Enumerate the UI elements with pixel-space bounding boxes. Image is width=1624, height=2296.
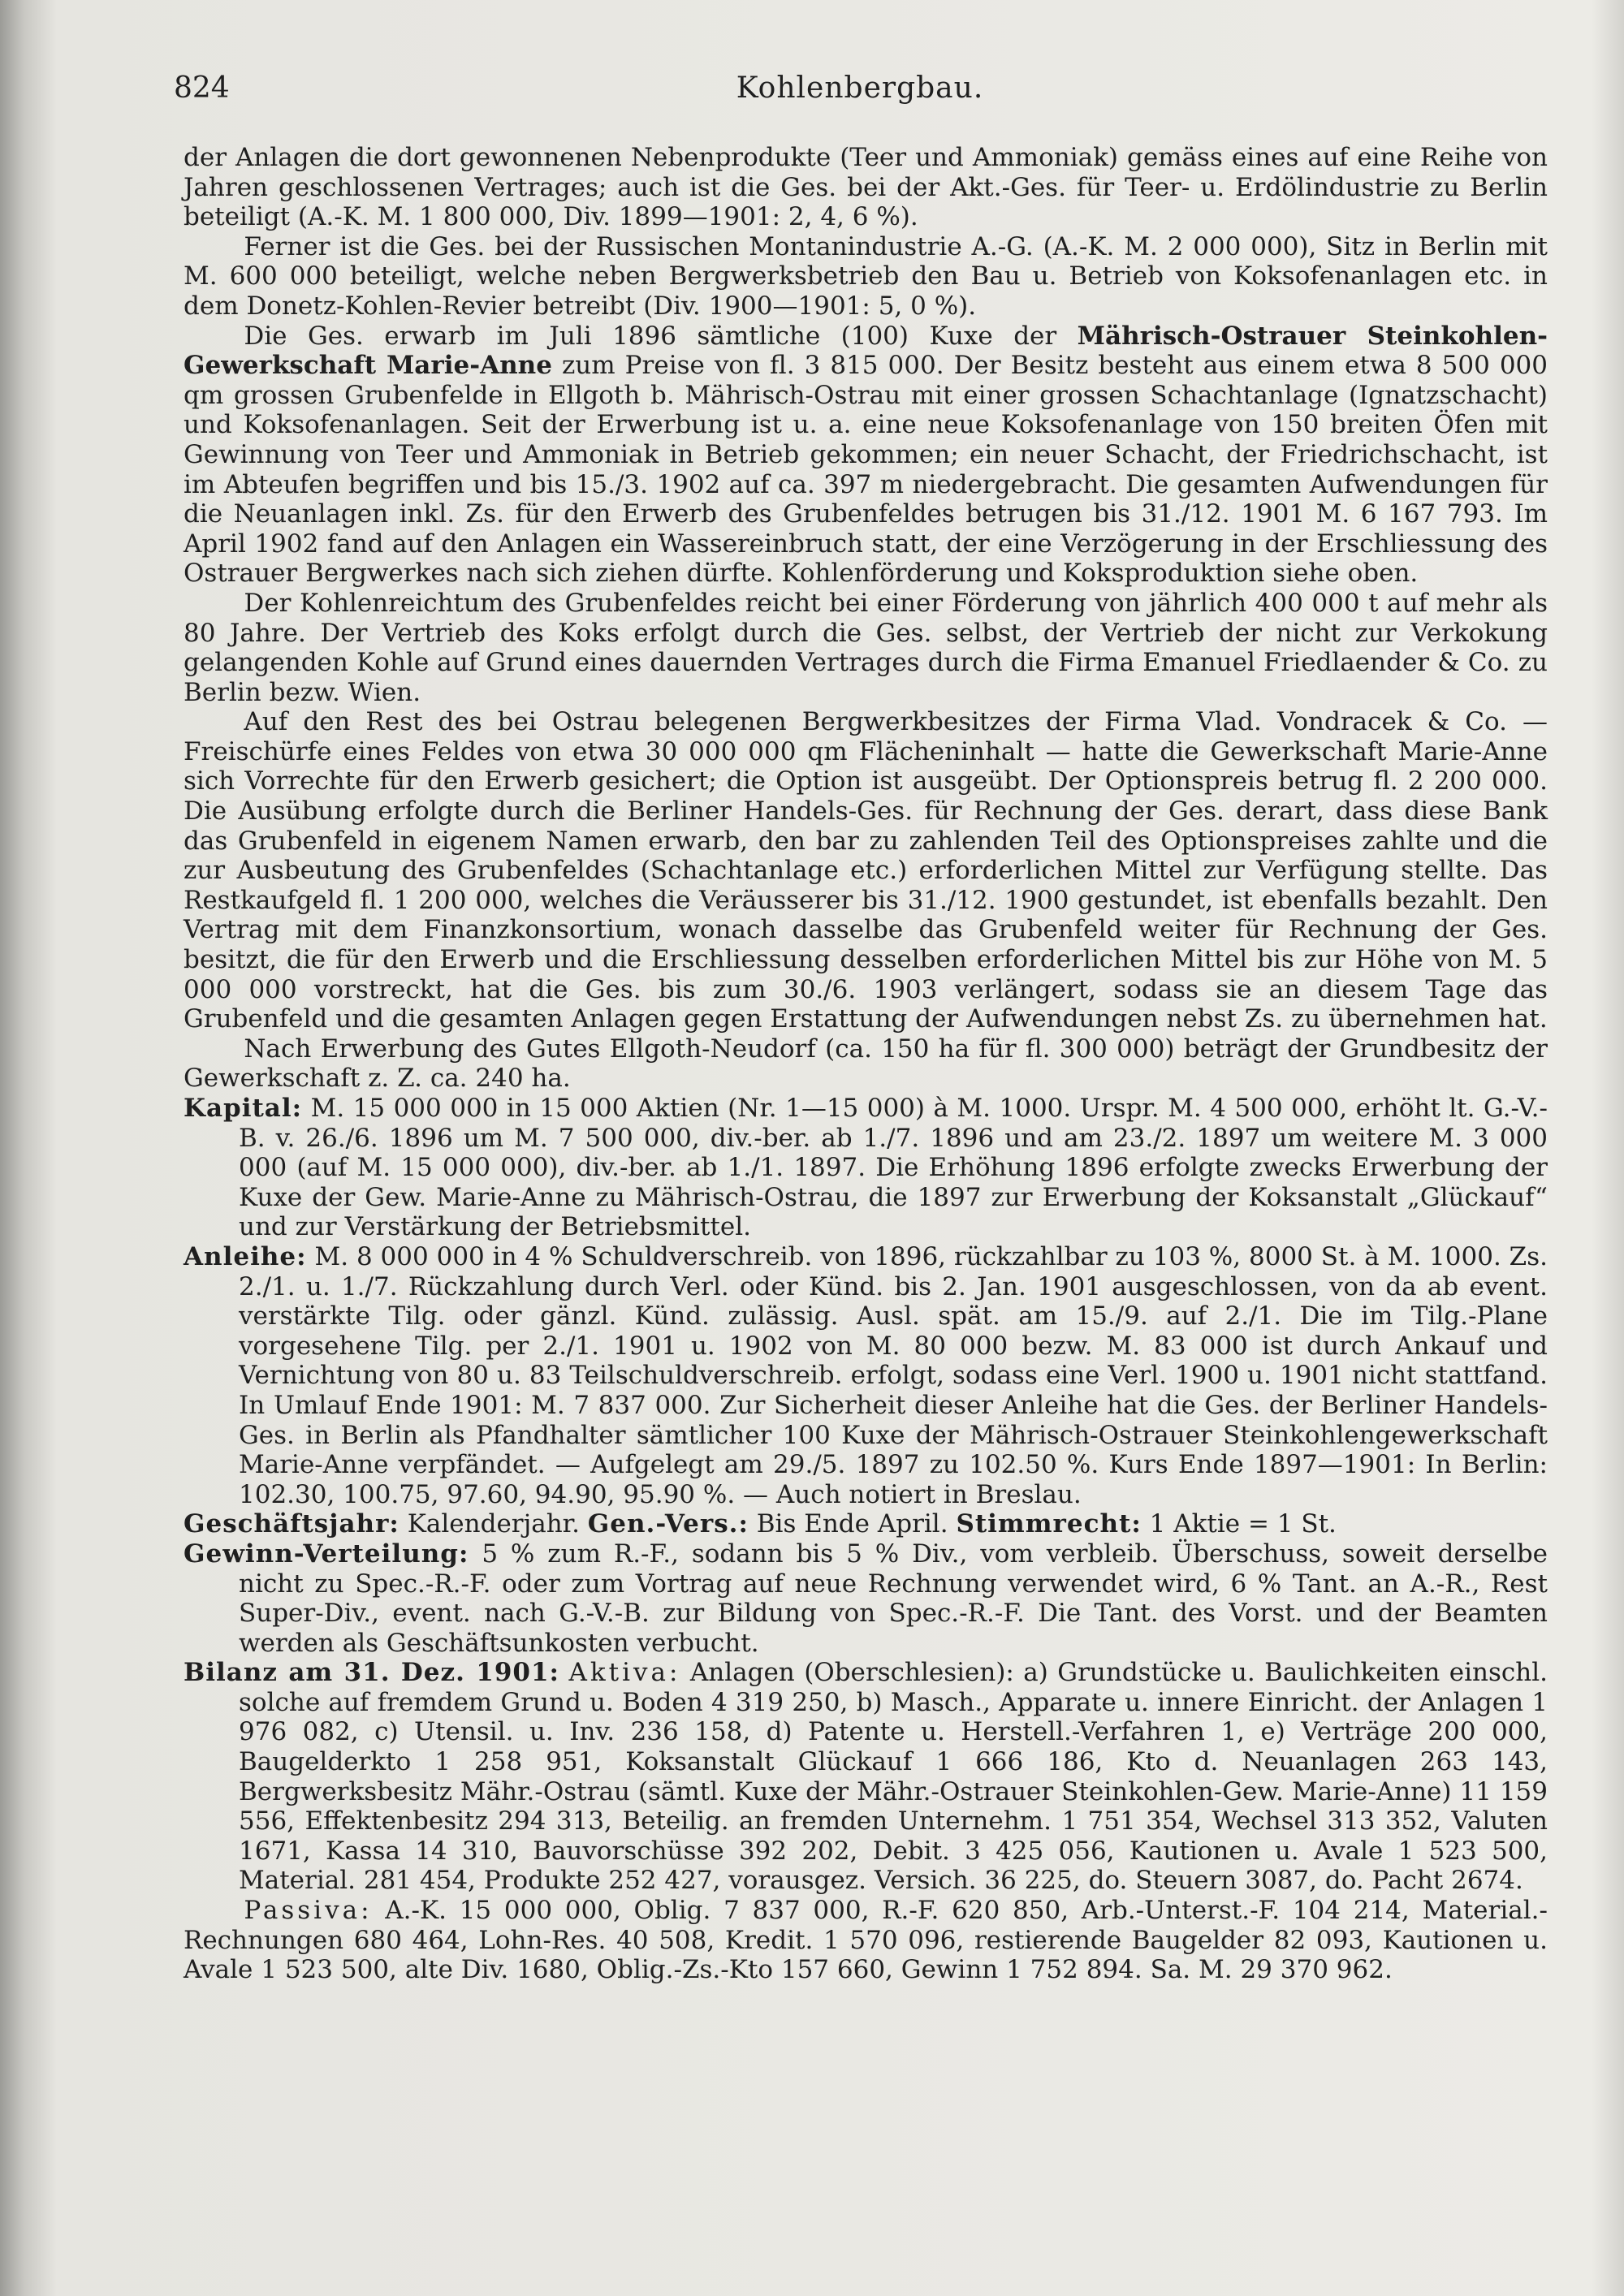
entry-label: Kapital: [184,1094,303,1123]
paragraph-text: zum Preise von fl. 3 815 000. Der Besitz besteht aus einem etwa 8 500 000 qm grossen Grubenfelde in Ellgoth b. Mährisch-Ostrau mit einer grossen Schachtanlage (Ignatzschacht) und Koksofenanlagen. Seit der Erwerbung ist u. a. eine neue Koksofenanlage von 150 breiten Öfen mit Gewinnung von Teer und Ammoniak in Betrieb gekommen; ein neuer Schacht, der Friedrichschacht, ist im Abteufen begriffen und bis 15./3. 1902 auf ca. 397 m niedergebracht. Die gesamten Aufwendungen für die Neuanlagen inkl. Zs. für den Erwerb des Grubenfeldes betrugen bis 31./12. 1901 M. 6 167 793. Im April 1902 fand auf den Anlagen ein Wassereinbruch statt, der eine Verzögerung in der Erschliessung des Ostrauer Bergwerkes nach sich ziehen dürfte. Kohlenförderung und Koksproduktion siehe oben. [184,351,1548,589]
entry-text: Anlagen (Oberschlesien): a) Grundstücke u. Baulichkeiten einschl. solche auf fremdem Grund u. Boden 4 319 250, b) Masch., Apparate u. innere Einricht. der Anlagen 1 976 082, c) Utensil. u. Inv. 236 158, d) Patente u. Herstell.-Verfahren 1, e) Verträge 200 000, Baugelderkto 1 258 951, Koksanstalt Glückauf 1 666 186, Kto d. Neuanlagen 263 143, Bergwerksbesitz Mähr.-Ostrau (sämtl. Kuxe der Mähr.-Ostrauer Steinkohlen-Gew. Marie-Anne) 11 159 556, Effektenbesitz 294 313, Beteilig. an fremden Unternehm. 1 751 354, Wechsel 313 352, Valuten 1671, Kassa 14 310, Bauvorschüsse 392 202, Debit. 3 425 056, Kautionen u. Avale 1 523 500, Material. 281 454, Produkte 252 427, vorausgez. Versich. 36 225, do. Steuern 3087, do. Pacht 2674. [239,1658,1548,1896]
paragraph: der Anlagen die dort gewonnenen Nebenprodukte (Teer und Ammoniak) gemäss eines auf eine Reihe von Jahren geschlossenen Vertrages; auch ist die Ges. bei der Akt.-Ges. für Teer- u. Erdölindustrie zu Berlin beteiligt (A.-K. M. 1 800 000, Div. 1899—1901: 2, 4, 6 %). [184,143,1548,232]
entry-label: Bilanz am 31. Dez. 1901: [184,1658,559,1688]
paragraph: Nach Erwerbung des Gutes Ellgoth-Neudorf (ca. 150 ha für fl. 300 000) beträgt der Grundbesitz der Gewerkschaft z. Z. ca. 240 ha. [184,1034,1548,1094]
page-body [184,143,1548,1985]
entry-label: Geschäftsjahr: [184,1509,400,1539]
entry-text: 5 % zum R.-F., sodann bis 5 % Div., vom verbleib. Überschuss, soweit derselbe nicht zu Spec.-R.-F. oder zum Vortrag auf neue Rechnung verwendet wird, 6 % Tant. an A.-R., Rest Super-Div., event. nach G.-V.-B. zur Bildung von Spec.-R.-F. Die Tant. des Vorst. und der Beamten werden als Geschäftsunkosten verbucht. [239,1539,1548,1658]
entry-text: Bis Ende April. [756,1509,948,1539]
page-number: 824 [174,71,230,105]
paragraph: Der Kohlenreichtum des Grubenfeldes reicht bei einer Förderung von jährlich 400 000 t auf mehr als 80 Jahre. Der Vertrieb des Koks erfolgt durch die Ges. selbst, der Vertrieb der nicht zur Verkokung gelangenden Kohle auf Grund eines dauernden Vertrages durch die Firma Emanuel Friedlaender & Co. zu Berlin bezw. Wien. [184,588,1548,707]
passiva-label: Passiva: [244,1896,373,1926]
entry-kapital [184,1094,1548,1242]
entry-text: 1 Aktie = 1 St. [1149,1509,1337,1539]
entry-text: M. 8 000 000 in 4 % Schuldverschreib. von 1896, rückzahlbar zu 103 %, 8000 St. à M. 1000. Zs. 2./1. u. 1./7. Rückzahlung durch Verl. oder Künd. bis 2. Jan. 1901 ausgeschlossen, von da ab event. verstärkte Tilg. oder gänzl. Künd. zulässig. Ausl. spät. am 15./9. auf 2./1. Die im Tilg.-Plane vorgesehene Tilg. per 2./1. 1901 u. 1902 von M. 80 000 bezw. M. 83 000 ist durch Ankauf und Vernichtung von 80 u. 83 Teilschuldverschreib. erfolgt, sodass eine Verl. 1900 u. 1901 nicht stattfand. In Umlauf Ende 1901: M. 7 837 000. Zur Sicherheit dieser Anleihe hat die Ges. der Berliner Handels-Ges. in Berlin als Pfandhalter sämtlicher 100 Kuxe der Mährisch-Ostrauer Steinkohlengewerkschaft Marie-Anne verpfändet. — Aufgelegt am 29./5. 1897 zu 102.50 %. Kurs Ende 1897—1901: In Berlin: 102.30, 100.75, 97.60, 94.90, 95.90 %. — Auch notiert in Breslau. [239,1241,1548,1509]
entry-label: Gewinn-Verteilung: [184,1539,469,1569]
paragraph: Auf den Rest des bei Ostrau belegenen Bergwerkbesitzes der Firma Vlad. Vondracek & Co. — Freischürfe eines Feldes von etwa 30 000 000 qm Flächeninhalt — hatte die Gewerkschaft Marie-Anne sich Vorrechte für den Erwerb gesichert; die Option ist ausgeübt. Der Optionspreis betrug fl. 2 200 000. Die Ausübung erfolgte durch die Berliner Handels-Ges. für Rechnung der Ges. derart, dass diese Bank das Grubenfeld in eigenem Namen erwarb, den bar zu zahlenden Teil des Optionspreises zahlte und die zur Ausbeutung des Grubenfeldes (Schachtanlage etc.) erforderlichen Mittel zur Verfügung stellte. Das Restkaufgeld fl. 1 200 000, welches die Veräusserer bis 31./12. 1900 gestundet, ist ebenfalls bezahlt. Den Vertrag mit dem Finanzkonsortium, wonach dasselbe das Grubenfeld weiter für Rechnung der Ges. besitzt, die für den Erwerb und die Erschliessung desselben erforderlichen Mittel bis zur Höhe von M. 5 000 000 vorstreckt, hat die Ges. bis zum 30./6. 1903 verlängert, sodass sie an diesem Tage das Grubenfeld und die gesamten Anlagen gegen Erstattung der Aufwendungen nebst Zs. zu übernehmen hat. [184,707,1548,1034]
entry-label: Anleihe: [184,1241,307,1271]
entry-text: A.-K. 15 000 000, Oblig. 7 837 000, R.-F. 620 850, Arb.-Unterst.-F. 104 214, Material.-Rechnungen 680 464, Lohn-Res. 40 508, Kredit. 1 570 096, restierende Baugelder 82 093, Kautionen u. Avale 1 523 500, alte Div. 1680, Oblig.-Zs.-Kto 157 660, Gewinn 1 752 894. Sa. M. 29 370 962. [184,1896,1548,1985]
aktiva-label: Aktiva: [568,1658,681,1688]
entry-bilanz [184,1658,1548,1896]
running-title: Kohlenbergbau. [736,71,984,105]
paragraph-text: Die Ges. erwarb im Juli 1896 sämtliche (100) Kuxe der [244,321,1057,351]
company-name-bold: Mährisch-Ostrauer Steinkohlen-Gewerkschaft Marie-Anne [184,321,1548,381]
paragraph [184,322,1548,589]
entry-anleihe [184,1242,1548,1509]
paragraph: Ferner ist die Ges. bei der Russischen Montanindustrie A.-G. (A.-K. M. 2 000 000), Sitz in Berlin mit M. 600 000 beteiligt, welche neben Bergwerksbetrieb den Bau u. Betrieb von Koksofenanlagen etc. in dem Donetz-Kohlen-Revier betreibt (Div. 1900—1901: 5, 0 %). [184,231,1548,321]
paragraph-passiva [184,1896,1548,1985]
entry-text: Kalenderjahr. [407,1509,580,1539]
entry-gewinn-verteilung [184,1539,1548,1658]
entry-label: Gen.-Vers.: [587,1509,749,1539]
page-header [174,71,1546,112]
entry-text: M. 15 000 000 in 15 000 Aktien (Nr. 1—15 000) à M. 1000. Urspr. M. 4 500 000, erhöht lt. G.-V.-B. v. 26./6. 1896 um M. 7 500 000, div.-ber. ab 1./7. 1896 und am 23./2. 1897 um weitere M. 3 000 000 (auf M. 15 000 000), div.-ber. ab 1./1. 1897. Die Erhöhung 1896 erfolgte zwecks Erwerbung der Kuxe der Gew. Marie-Anne zu Mährisch-Ostrau, die 1897 zur Erwerbung der Koksanstalt „Glückauf“ und zur Verstärkung der Betriebsmittel. [239,1094,1548,1242]
entry-geschaeftsjahr [184,1509,1548,1539]
entry-label: Stimmrecht: [956,1509,1142,1539]
